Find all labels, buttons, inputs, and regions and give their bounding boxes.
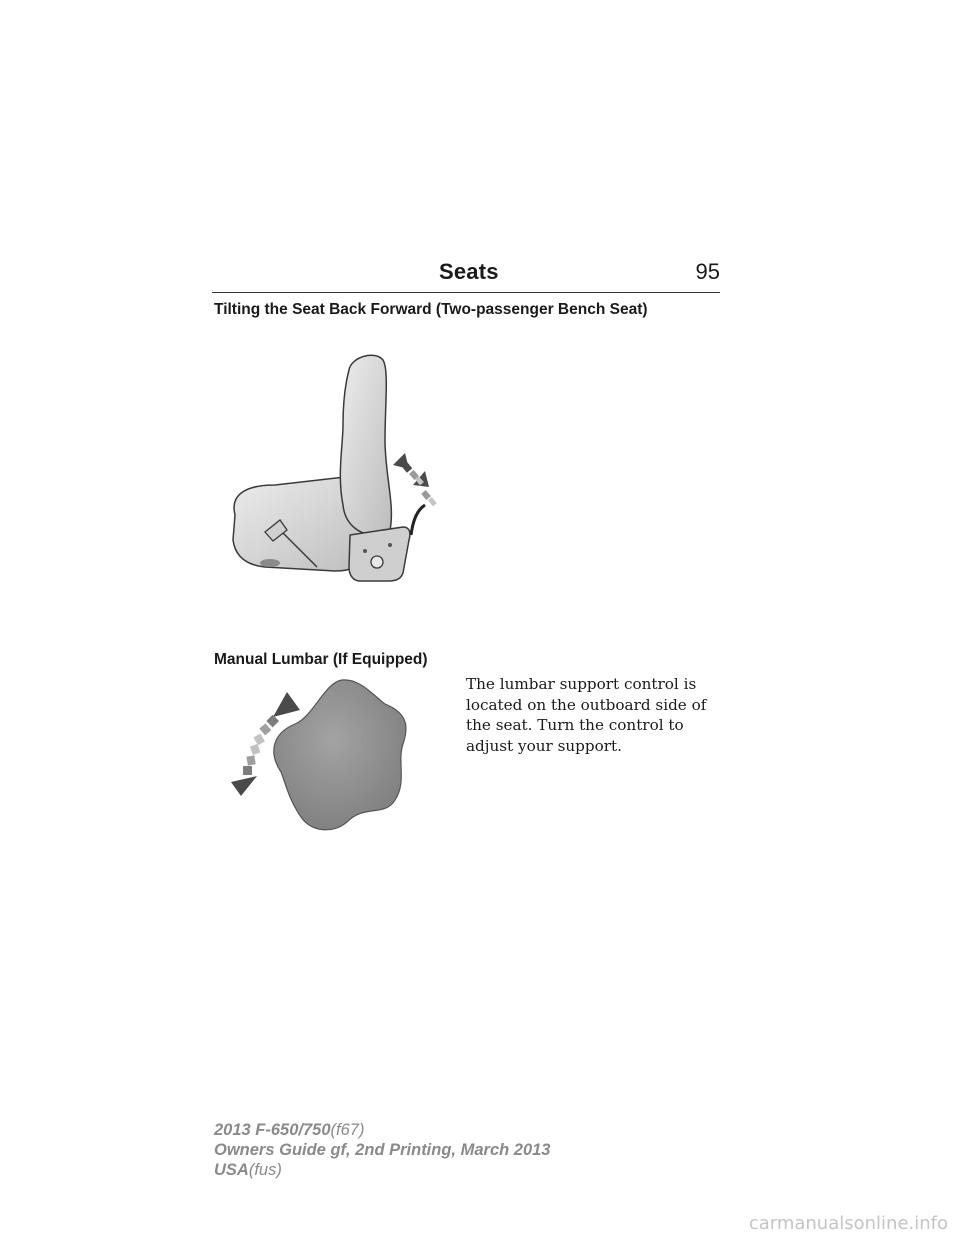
chapter-title: Seats	[439, 259, 499, 284]
page-number: 95	[695, 259, 720, 284]
seat-tilt-illustration	[225, 345, 465, 585]
footer-market: USA	[214, 1161, 249, 1179]
lumbar-description: The lumbar support control is located on the outboard side of the seat. Turn the control to adjust your support.	[466, 675, 707, 755]
footer-model: 2013 F-650/750	[214, 1121, 331, 1139]
page-header	[212, 256, 720, 293]
section-heading-seat-tilt: Tilting the Seat Back Forward (Two-passenger Bench Seat)	[214, 301, 648, 318]
footer	[214, 1120, 551, 1180]
footer-line-2: Owners Guide gf, 2nd Printing, March 2013	[214, 1141, 551, 1159]
footer-model-code: (f67)	[330, 1121, 365, 1139]
footer-market-code: (fus)	[248, 1161, 282, 1179]
footer-line-1	[214, 1120, 551, 1140]
section-heading-manual-lumbar: Manual Lumbar (If Equipped)	[214, 651, 428, 668]
lumbar-knob-illustration	[225, 672, 445, 837]
watermark: carmanualsonline.info	[748, 1213, 948, 1234]
footer-line-3	[214, 1160, 551, 1180]
